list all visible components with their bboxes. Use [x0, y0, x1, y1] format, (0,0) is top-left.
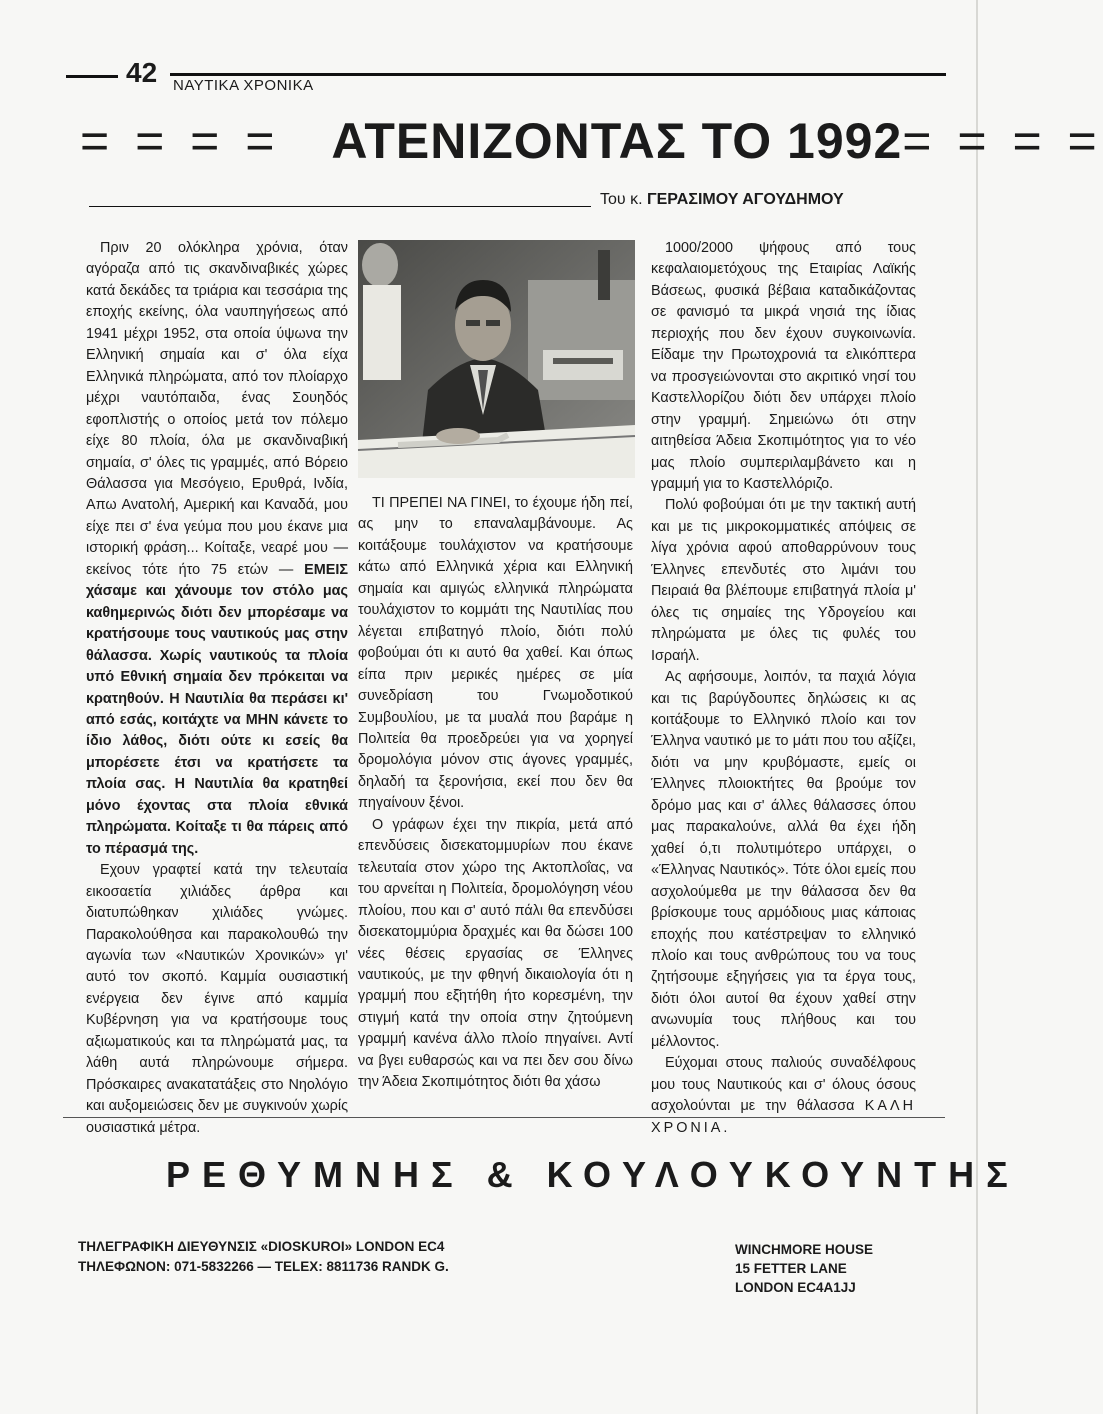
- advert-phone-telex: ΤΗΛΕΦΩΝΟΝ: 071-5832266 — TELEX: 8811736 RANDK G.: [78, 1259, 449, 1274]
- advert-company-name: ΡΕΘΥΜΝΗΣ & ΚΟΥΛΟΥΚΟΥΝΤΗΣ: [166, 1154, 1020, 1195]
- page-edge: [976, 0, 978, 1414]
- col2-paragraph-2: Ο γράφων έχει την πικρία, μετά από επενδύσεις δισεκατομμυρίων που έκανε τελευταία στον χώρο της Ακτοπλοΐας, να του αρνείται η Πολιτεία, δρομολόγηση νέου πλοίου, που και σ' αυτό πάλι θα επενδύσει δισεκατομμύρια δραχμές και θα δώσει 100 νέες θέσεις εργασίας σε Έλληνες ναυτικούς, με την φθηνή δικαιολογία ότι η γραμμή που εξ͂ητήθη ήτο κορεσμένη, την στιγμή κατά την οποία στην ζητούμενη γραμμή κανένα άλλο πλοίο πηγαίνει. Αντί να βγει ευθαρσώς και να πει δεν σου δίνω την Άδεια Σκοπιμότητος διότι θα χάσω: [358, 816, 633, 1091]
- address-line-3: LONDON EC4A1JJ: [735, 1280, 856, 1295]
- column-2: [358, 493, 633, 1094]
- advert-address: [735, 1240, 873, 1297]
- title-deco-left: = = = =: [80, 113, 281, 169]
- advert-contact: [78, 1237, 449, 1277]
- header-rule-right: [170, 73, 946, 76]
- col2-paragraph-1: ΤΙ ΠΡΕΠΕΙ ΝΑ ΓΙΝΕΙ, το έχουμε ήδη πεί, ας μην το επαναλαμβάνουμε. Ας κοιτάξουμε τουλάχιστον να κρατήσουμε κάτω από Ελληνικά χέρια και Ελληνική σημαία και αμιγώς ελληνικά πληρώματα τουλάχιστον το κομμάτι της Ναυτιλίας που λέγεται επιβατηγό πλοίο, διότι πολύ φοβούμαι ότι κι αυτό θα χαθεί. Και όπως είπα πριν μερικές ημέρες σε μία συνεδρίαση του Γνωμοδοτικού Συμβουλίου, με τα μυαλά που βαράμε η Πολιτεία θα προεδρεύει για να χορηγεί δρομολόγια μόνον στις άγονες γραμμές, δηλαδή τα ξερονήσια, εκεί που δεν θα πηγαίνουν ξένοι.: [358, 495, 633, 812]
- col1-p1-text: Πριν 20 ολόκληρα χρόνια, όταν αγόραζα από τις σκανδιναβικές χώρες κατά δεκάδες τα τριάρια και τεσσάρια της εποχής εκείνης, όλα ναυπηγήσεως από 1941 μέχρι 1952, στα οποία ύψωνα την Ελληνική σημαία και σ' όλα είχα Ελληνικά πληρώματα, από τον πλοίαρχο μέχρι ναυτόπαιδα, ένας Σουηδός εφοπλιστής ο οποίος μετά τον πόλεμο είχε 80 πλοία, όλα με σκανδιναβική σημαία, σ' όλες τις γραμμές, από Βόρειο Θάλασσα για Μεσόγειο, Ερυθρά, Ινδία, Απω Ανατολή, Αμερική και Καναδά, μου είχε πει σ' ένα γεύμα που μου έκανε μια ιστορική φράση... Κοίταξε, νεαρέ μου — εκείνος τότε ήτο 75 ετών —: [86, 240, 348, 578]
- byline-prefix: Του κ.: [600, 191, 643, 208]
- address-line-1: WINCHMORE HOUSE: [735, 1242, 873, 1257]
- title-deco-right: = = = =: [902, 113, 1103, 169]
- magazine-name: ΝΑΥΤΙΚΑ ΧΡΟΝΙΚΑ: [173, 77, 314, 94]
- col3-paragraph-1: 1000/2000 ψήφους από τους κεφαλαιομετόχους της Εταιρίας Λαϊκής Βάσεως, φυσικά βέβαια καταδικάζοντας σε φανισμό τα μικρά νησιά της ίδιας περιοχής που δεν έχουν συγκοινωνία. Είδαμε την Πρωτοχρονιά τα ελικόπτερα να προσγειώνονται στο ακριτικό νησί του Καστελλορίζου διότι δεν υπάρχει πλοίο στην γραμμή. Σημειώνω ότι στην αιτηθείσα Άδεια Σκοπιμότητος για το νέο μας πλοίο συμπεριλαμβάνετο και η γραμμή για το Καστελλόριζο.: [651, 240, 916, 492]
- col3-closing-greeting: ΚΑΛΗ ΧΡΟΝΙΑ.: [651, 1098, 916, 1136]
- col3-paragraph-4: [651, 1053, 916, 1139]
- col1-p1-bold-quote: ΕΜΕΙΣ χάσαμε και χάνουμε τον στόλο μας καθημερινώς διότι δεν μπορέσαμε να κρατήσουμε τους ναυτικούς μας στην θάλασσα. Χωρίς ναυτικούς τα πλοία υπό Εθνική σημαία δεν πρόκειται να κρατηθούν. Η Ναυτιλία θα περάσει κι' από εσάς, κοιτάχτε να ΜΗΝ κάνετε το ίδιο λάθος, διότι ούτε κι εσείς θα μπορέσετε έτσι να κρατήσετε τα πλοία σας. Η Ναυτιλία θα κρατηθεί μόνο έχοντας στα πλοία εθνικά πληρώματα. Κοίταξε τι θα πάρεις από το πέρασμά της.: [86, 561, 348, 857]
- footer-rule: [63, 1117, 945, 1118]
- address-line-2: 15 FETTER LANE: [735, 1261, 847, 1276]
- title-text: ΑΤΕΝΙΖΟΝΤΑΣ ΤΟ 1992: [331, 113, 903, 169]
- column-3: [651, 238, 916, 1139]
- byline-author: ΓΕΡΑΣΙΜΟΥ ΑΓΟΥΔΗΜΟΥ: [647, 191, 844, 208]
- col3-paragraph-3: Ας αφήσουμε, λοιπόν, τα παχιά λόγια και τις βαρύγδουπες δηλώσεις κι ας κοιτάξουμε το Ελληνικό πλοίο και τον Έλληνα ναυτικό με το μάτι που του αξίζει, διότι να μην κρυβόμαστε, εμείς οι Έλληνες πλοιοκτήτες θα βρούμε τον δρόμο μας και σ' άλλες θάλασσες όπου μας παρακαλούνε, αλλά θα έχει ήδη χαθεί ό,τι πολυτιμότερο υπάρχει, ο «Έλληνας Ναυτικός». Τότε όλοι εμείς που ασχολούμεθα με την θάλασσα δεν θα βρίσκουμε τους αρμόδιους μιας κάποιας εποχής που κατέστρεψαν το ελληνικό πλοίο και τους ανθρώπους του να τους ζητήσουμε εξηγήσεις για τα έργα τους, διότι όλοι αυτοί θα έχουν χαθεί στην ανωνυμία τους πλήθους και του μέλλοντος.: [651, 669, 916, 1050]
- page-number: 42: [126, 57, 158, 88]
- col1-paragraph-1: [86, 238, 348, 860]
- author-photo: [358, 240, 635, 478]
- byline: [600, 190, 844, 210]
- col3-paragraph-2: Πολύ φοβούμαι ότι με την τακτική αυτή και με τις μικροκομματικές απόψεις σε λίγα χρόνια αφού αποθαρρύνουν τους Έλληνες επενδυτές στο λιμάνι του Πειραιά θα βλέπουμε επιβατηγά πλοία μ' όλες τις σημαίες της Υδρογείου και πληρώματα με όλες τις φυλές του Ισραήλ.: [651, 497, 916, 664]
- column-1: [86, 238, 348, 1139]
- portrait-illustration: [358, 240, 635, 478]
- advert-telegraph: ΤΗΛΕΓΡΑΦΙΚΗ ΔΙΕΥΘΥΝΣΙΣ «DIOSKUROI» LONDON EC4: [78, 1239, 445, 1254]
- article-title: [80, 113, 1103, 169]
- header-rule-left: [66, 75, 118, 78]
- col3-p4-text: Εύχομαι στους παλιούς συναδέλφους μου τους Ναυτικούς και σ' όλους όσους ασχολούνται με την θάλασσα: [651, 1055, 916, 1115]
- col1-paragraph-2: Εχουν γραφτεί κατά την τελευταία εικοσαετία χιλιάδες άρθρα και διατυπώθηκαν χιλιάδες γνώμες. Παρακολούθησα και παρακολουθώ την αγωνία των «Ναυτικών Χρονικών» γι' αυτό τον σκοπό. Καμμία ουσιαστική ενέργεια δεν έγινε από καμμία Κυβέρνηση για να κρατήσουμε τους αξιωματικούς και τα πληρώματά μας, τα λάθη αυτά πληρώνουμε σήμερα. Πρόσκαιρες ανακατατάξεις στο Νηολόγιο και αυξομειώσεις δεν με συγκινούν χωρίς ουσιαστικά μέτρα.: [86, 862, 348, 1136]
- byline-rule: [89, 206, 591, 207]
